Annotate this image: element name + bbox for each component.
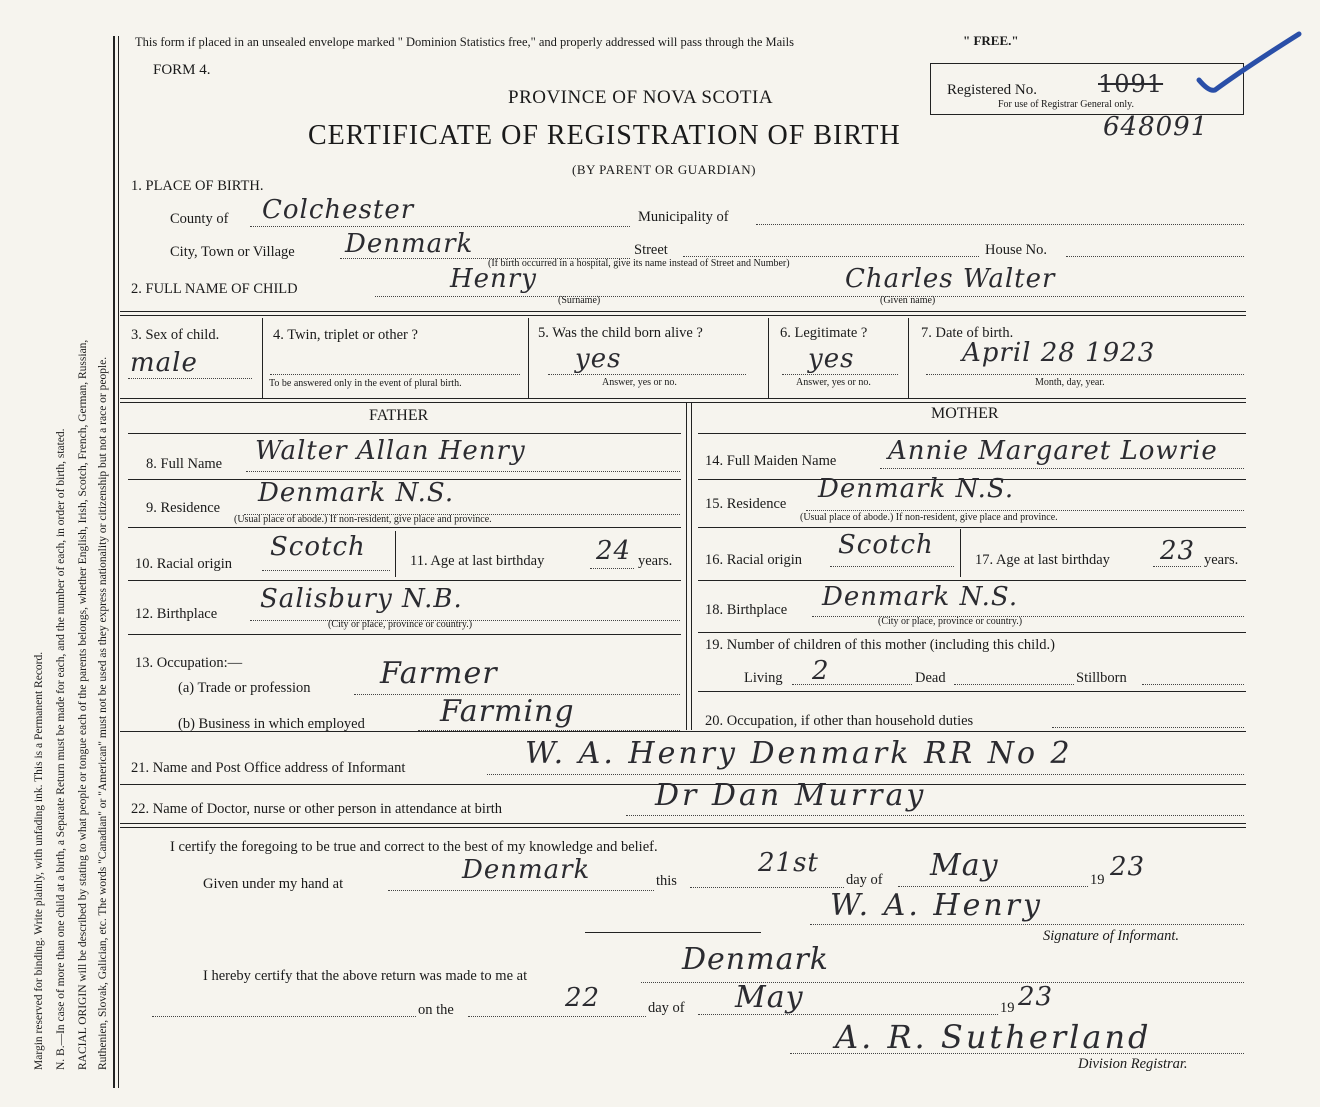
father-trade-label: (a) Trade or profession <box>178 680 311 696</box>
municipality-label: Municipality of <box>638 209 729 225</box>
free-label: " FREE." <box>963 33 1019 48</box>
this-label: this <box>656 873 677 889</box>
margin-note-binding: Margin reserved for binding. Write plainly, with unfading ink. This is a Permanent Record. <box>33 651 45 1070</box>
alive-value: yes <box>575 344 622 374</box>
dead-label: Dead <box>915 670 946 686</box>
alive-label: 5. Was the child born alive ? <box>538 325 703 341</box>
dob-label: 7. Date of birth. <box>921 325 1014 341</box>
father-age-value: 24 <box>596 536 632 566</box>
province-heading: PROVINCE OF NOVA SCOTIA <box>508 87 774 108</box>
informant-signature: W. A. Henry <box>830 888 1043 923</box>
legit-note: Answer, yes or no. <box>796 377 871 388</box>
informant-label: 21. Name and Post Office address of Informant <box>131 760 406 776</box>
margin-note-plural-birth: N. B.—In case of more than one child at a birth, a Separate Return must be made for each, and the number of each, in order of birth, stated. <box>55 428 67 1070</box>
legit-value: yes <box>808 344 855 374</box>
father-racial-label: 10. Racial origin <box>135 556 233 572</box>
doctor-label: 22. Name of Doctor, nurse or other person in attendance at birth <box>131 801 503 817</box>
surname-caption: (Surname) <box>558 295 601 306</box>
father-age-label: 11. Age at last birthday <box>410 553 545 569</box>
given-day-of-label: day of <box>846 872 883 888</box>
child-name-label: 2. FULL NAME OF CHILD <box>131 281 298 297</box>
father-residence-note: (Usual place of abode.) If non-resident, give place and province. <box>234 514 492 525</box>
mother-birthplace-label: 18. Birthplace <box>705 602 788 618</box>
mother-occupation-label: 20. Occupation, if other than household duties <box>705 713 974 729</box>
dob-note: Month, day, year. <box>1035 377 1105 388</box>
given-under-label: Given under my hand at <box>203 876 344 892</box>
mother-age-value: 23 <box>1160 536 1196 566</box>
form-left-border <box>113 36 115 1088</box>
hereby-text: I hereby certify that the above return was made to me at <box>203 968 528 984</box>
given-year-value: 23 <box>1110 852 1146 882</box>
father-name-label: 8. Full Name <box>146 456 223 472</box>
registered-value: 1091 <box>1098 70 1164 98</box>
house-label: House No. <box>985 242 1048 258</box>
given-year-prefix: 19 <box>1090 872 1105 888</box>
father-business-label: (b) Business in which employed <box>178 716 365 732</box>
informant-value: W. A. Henry Denmark RR No 2 <box>525 736 1073 771</box>
mother-racial-label: 16. Racial origin <box>705 552 803 568</box>
street-label: Street <box>634 242 668 258</box>
mother-racial-value: Scotch <box>838 530 934 560</box>
on-day-of-label: day of <box>648 1000 685 1016</box>
father-trade-value: Farmer <box>380 656 498 691</box>
certificate-title: CERTIFICATE OF REGISTRATION OF BIRTH <box>308 120 901 151</box>
county-value: Colchester <box>262 195 415 225</box>
mother-birthplace-note: (City or place, province or country.) <box>878 616 1023 627</box>
father-birthplace-value: Salisbury N.B. <box>260 584 463 614</box>
mother-children-label: 19. Number of children of this mother (including this child.) <box>705 637 1055 653</box>
on-year-prefix: 19 <box>1000 1000 1015 1016</box>
registrar-caption: Division Registrar. <box>1078 1056 1188 1072</box>
legit-label: 6. Legitimate ? <box>780 325 868 341</box>
mother-name-label: 14. Full Maiden Name <box>705 453 837 469</box>
on-the-label: on the <box>418 1002 454 1018</box>
informant-signature-caption: Signature of Informant. <box>1043 928 1180 944</box>
dob-value: April 28 1923 <box>962 338 1156 368</box>
twin-note: To be answered only in the event of plural birth. <box>269 378 462 389</box>
father-years: years. <box>638 553 673 569</box>
mail-notice: This form if placed in an unsealed envelope marked " Dominion Statistics free," and properly addressed will pass through the Mails <box>135 35 794 49</box>
checkmark-icon <box>1195 28 1305 98</box>
doctor-value: Dr Dan Murray <box>655 778 927 813</box>
mother-birthplace-value: Denmark N.S. <box>822 582 1019 612</box>
on-day-value: 22 <box>565 983 601 1013</box>
mother-residence-note: (Usual place of abode.) If non-resident, give place and province. <box>800 512 1058 523</box>
certificate-subtitle: (BY PARENT OR GUARDIAN) <box>572 162 757 177</box>
mother-name-value: Annie Margaret Lowrie <box>888 436 1218 466</box>
father-racial-value: Scotch <box>270 532 366 562</box>
margin-note-racial-origin-cont: Ruthenien, Slovak, Galician, etc. The words "Canadian" or "American" must not be used as they express nationality or citizenship but not a race or people. <box>97 356 109 1070</box>
registered-label: Registered No. <box>947 82 1037 98</box>
given-day-value: 21st <box>758 848 819 878</box>
given-caption: (Given name) <box>880 295 936 306</box>
mother-residence-value: Denmark N.S. <box>818 474 1015 504</box>
father-residence-label: 9. Residence <box>146 500 221 516</box>
mother-years: years. <box>1204 552 1239 568</box>
living-label: Living <box>744 670 783 686</box>
city-label: City, Town or Village <box>170 244 295 260</box>
alive-note: Answer, yes or no. <box>602 377 677 388</box>
hereby-place-value: Denmark <box>682 942 829 977</box>
twin-label: 4. Twin, triplet or other ? <box>273 327 418 343</box>
certify-text: I certify the foregoing to be true and correct to the best of my knowledge and belief. <box>170 839 658 855</box>
father-heading: FATHER <box>369 407 429 424</box>
place-of-birth-section: 1. PLACE OF BIRTH. <box>131 178 264 194</box>
stillborn-label: Stillborn <box>1076 670 1127 686</box>
given-month-value: May <box>930 848 999 883</box>
father-birthplace-label: 12. Birthplace <box>135 606 218 622</box>
county-label: County of <box>170 211 229 227</box>
father-occupation-label: 13. Occupation:— <box>135 655 243 671</box>
father-name-value: Walter Allan Henry <box>255 436 526 466</box>
child-surname-value: Henry <box>450 264 537 294</box>
handwritten-number: 648091 <box>1103 112 1209 142</box>
form-number: FORM 4. <box>153 62 211 78</box>
margin-note-racial-origin: RACIAL ORIGIN will be described by stating to what people or tongue each of the parents belongs, whether English, Irish, Scotch, French, German, Russian, <box>77 339 89 1070</box>
form-left-border-inner <box>118 36 119 1088</box>
father-business-value: Farming <box>440 694 575 729</box>
child-given-value: Charles Walter <box>845 264 1056 294</box>
living-value: 2 <box>812 656 830 686</box>
mother-heading: MOTHER <box>931 405 999 422</box>
given-place-value: Denmark <box>462 855 591 885</box>
on-year-value: 23 <box>1018 982 1054 1012</box>
hospital-note: (If birth occurred in a hospital, give its name instead of Street and Number) <box>488 258 790 269</box>
registrar-note: For use of Registrar General only. <box>998 99 1134 110</box>
on-month-value: May <box>735 980 804 1015</box>
sex-value: male <box>130 348 198 378</box>
father-residence-value: Denmark N.S. <box>258 478 455 508</box>
city-value: Denmark <box>345 229 474 259</box>
registrar-signature: A. R. Sutherland <box>835 1018 1152 1056</box>
father-birthplace-note: (City or place, province or country.) <box>328 619 473 630</box>
sex-label: 3. Sex of child. <box>131 327 220 343</box>
mother-age-label: 17. Age at last birthday <box>975 552 1110 568</box>
mother-residence-label: 15. Residence <box>705 496 787 512</box>
